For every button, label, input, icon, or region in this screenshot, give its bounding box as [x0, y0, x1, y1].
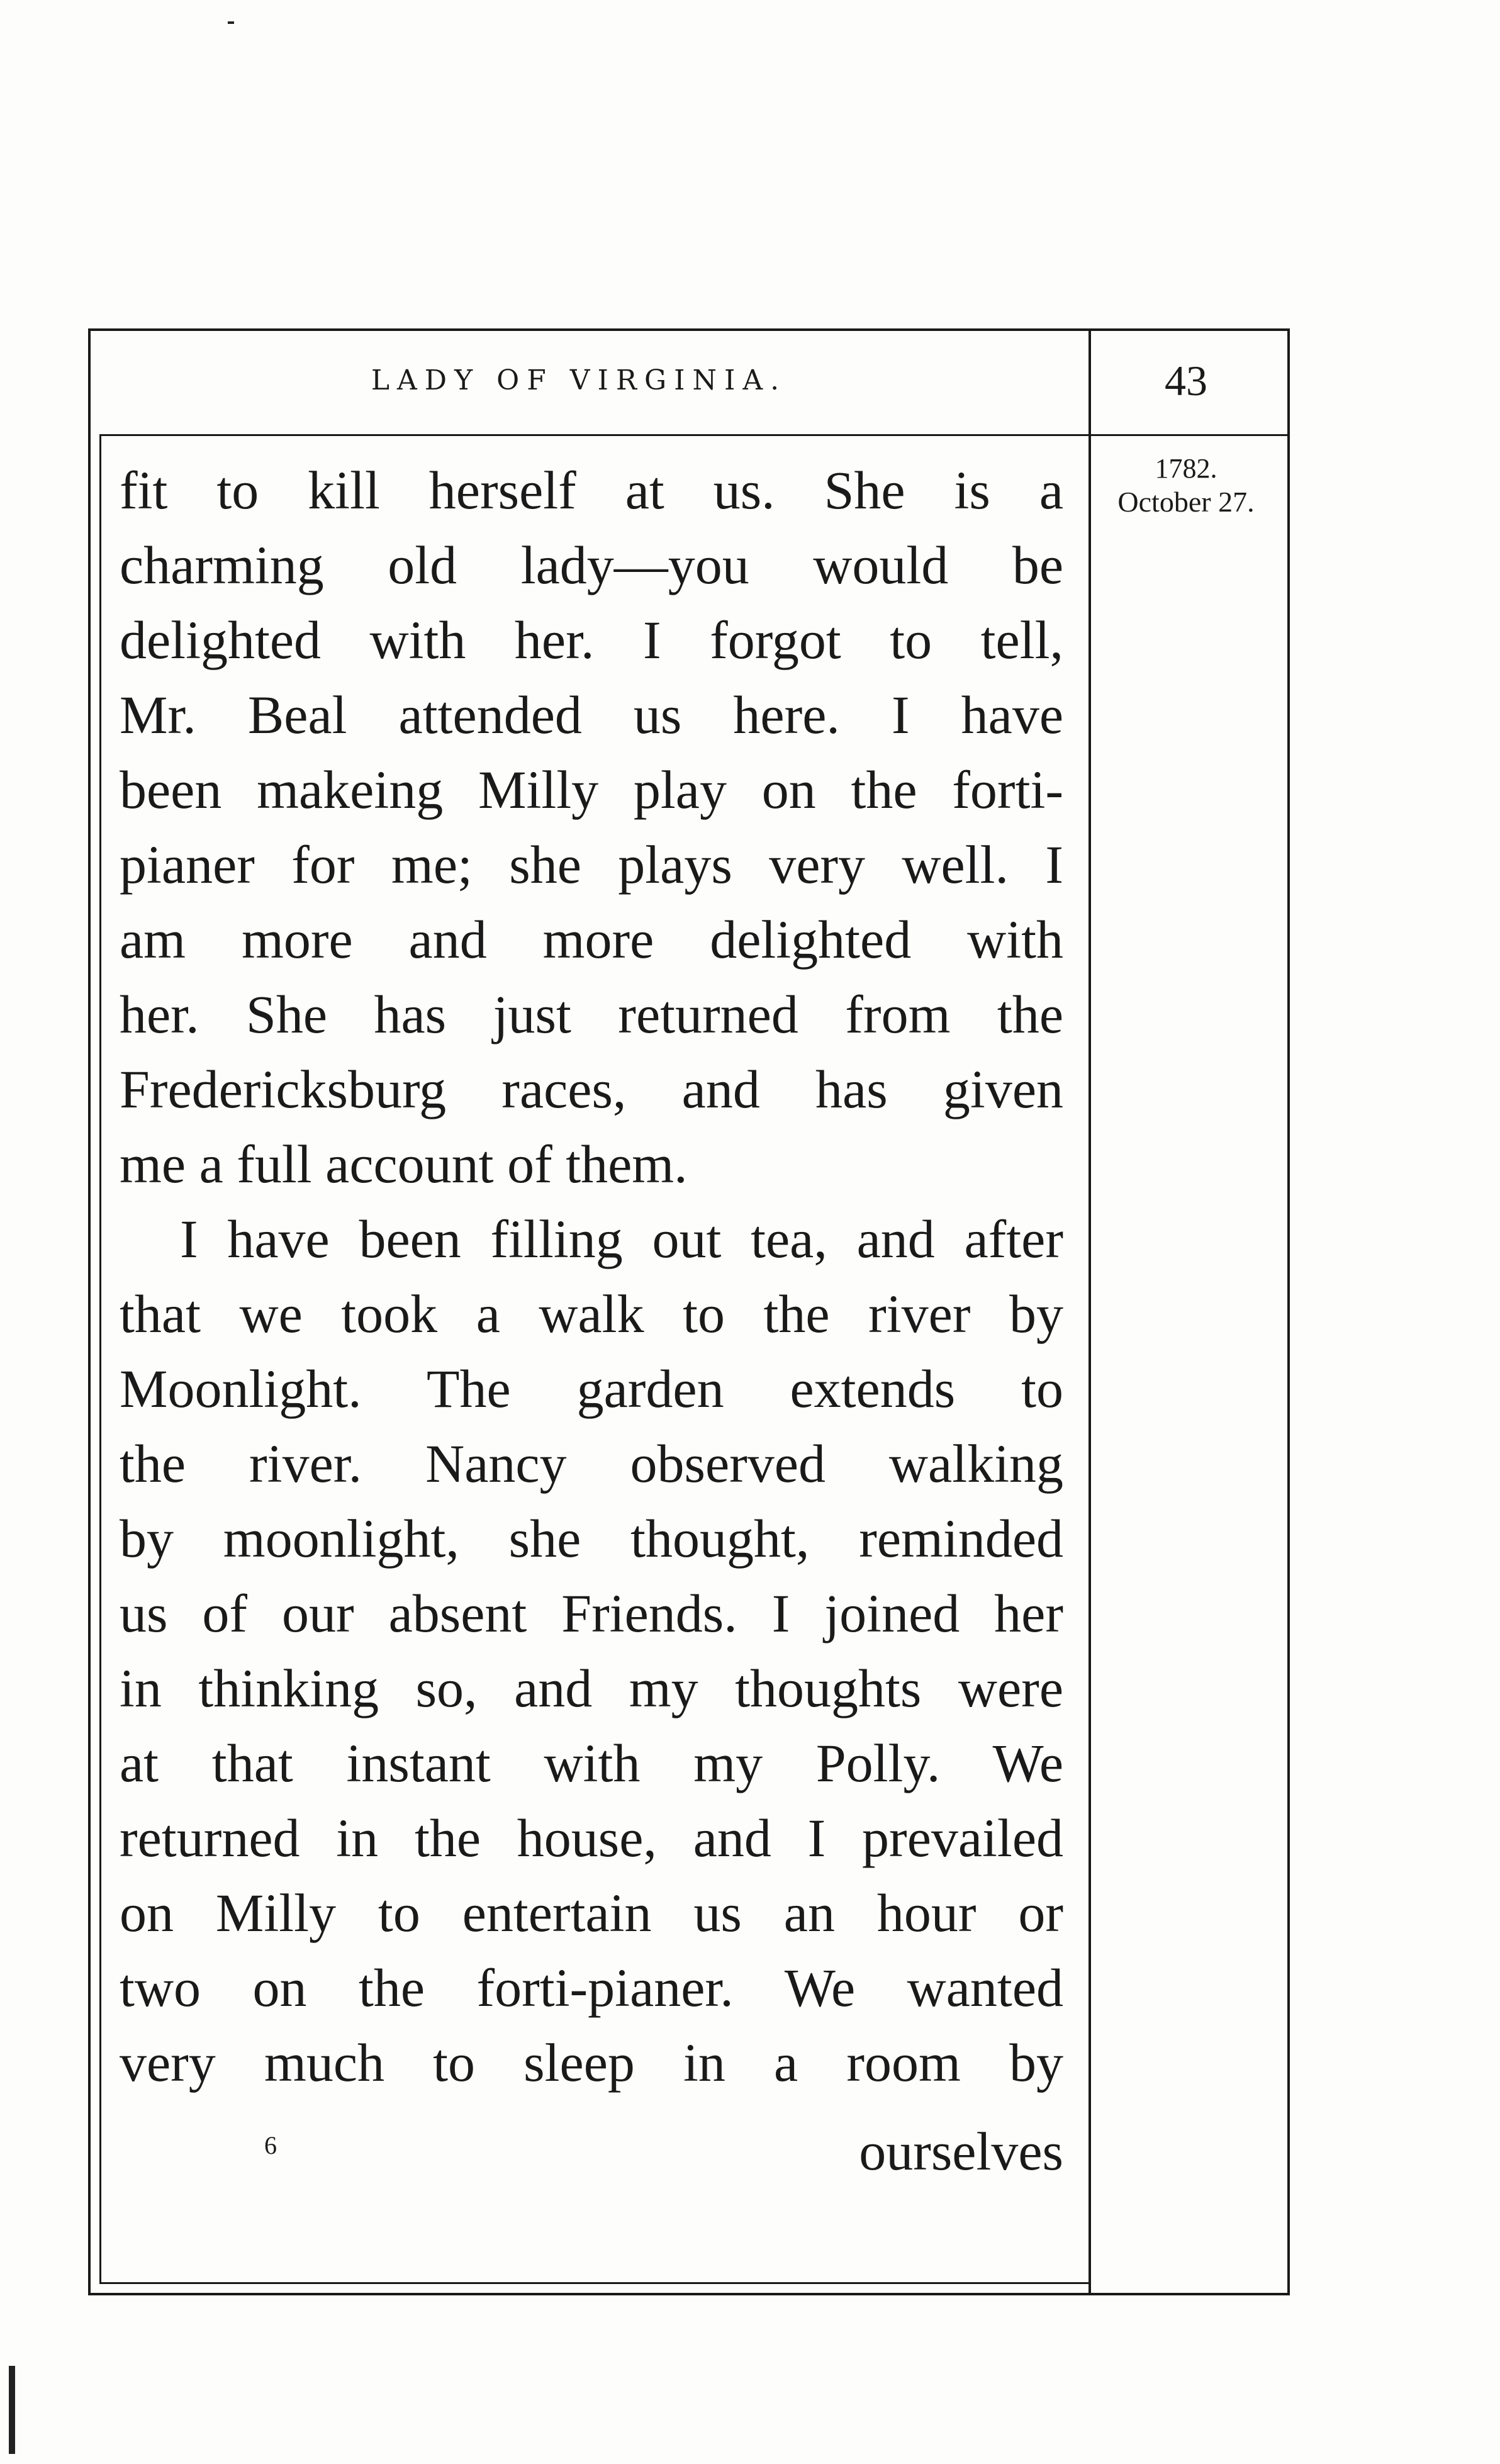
margin-note	[1089, 453, 1284, 520]
text-line: very much to sleep in a room by	[120, 2032, 1063, 2093]
text-line: returned in the house, and I prevailed	[120, 1808, 1063, 1868]
text-line: us of our absent Friends. I joined her	[120, 1583, 1063, 1644]
text-line: fit to kill herself at us. She is a	[120, 460, 1063, 520]
frame-left-rule	[88, 328, 91, 2295]
text-line: am more and more delighted with	[120, 909, 1063, 970]
text-line: Moonlight. The garden extends to	[120, 1358, 1063, 1419]
inner-bottom-rule	[99, 2282, 1089, 2284]
inner-left-rule	[99, 434, 101, 2284]
text-line: the river. Nancy observed walking	[120, 1433, 1063, 1494]
text-line: me a full account of them.	[120, 1134, 688, 1194]
column-divider-rule	[1089, 328, 1091, 2295]
text-line: by moonlight, she thought, reminded	[120, 1508, 1063, 1569]
running-head: LADY OF VIRGINIA.	[371, 364, 787, 396]
text-line: two on the forti-pianer. We wanted	[120, 1957, 1063, 2018]
body-text	[120, 453, 1063, 2100]
footer-line	[120, 2114, 1063, 2189]
text-line: Fredericksburg races, and has given	[120, 1059, 1063, 1119]
text-line: that we took a walk to the river by	[120, 1284, 1063, 1344]
text-line: at that instant with my Polly. We	[120, 1733, 1063, 1793]
frame-bottom-rule	[88, 2293, 1290, 2295]
margin-date: October 27.	[1117, 486, 1255, 518]
text-line: pianer for me; she plays very well. I	[120, 834, 1063, 895]
text-line: in thinking so, and my thoughts were	[120, 1658, 1063, 1718]
margin-year: 1782.	[1155, 453, 1217, 484]
frame-right-rule	[1287, 328, 1290, 2295]
head-separator-rule	[99, 434, 1089, 436]
catchword: ourselves	[859, 2121, 1063, 2181]
text-line: Mr. Beal attended us here. I have	[120, 685, 1063, 745]
text-line: I have been filling out tea, and after	[180, 1209, 1063, 1269]
scan-mark	[9, 2366, 15, 2454]
text-line: delighted with her. I forgot to tell,	[120, 610, 1063, 670]
scan-speck	[228, 21, 234, 24]
text-line: charming old lady—you would be	[120, 535, 1063, 595]
text-line: her. She has just returned from the	[120, 984, 1063, 1044]
margin-separator-rule	[1091, 434, 1287, 436]
text-line: been makeing Milly play on the forti-	[120, 759, 1063, 820]
page-number: 43	[1165, 357, 1207, 405]
text-line: on Milly to entertain us an hour or	[120, 1883, 1063, 1943]
signature-mark: 6	[264, 2131, 277, 2159]
frame-top-rule	[88, 328, 1290, 331]
